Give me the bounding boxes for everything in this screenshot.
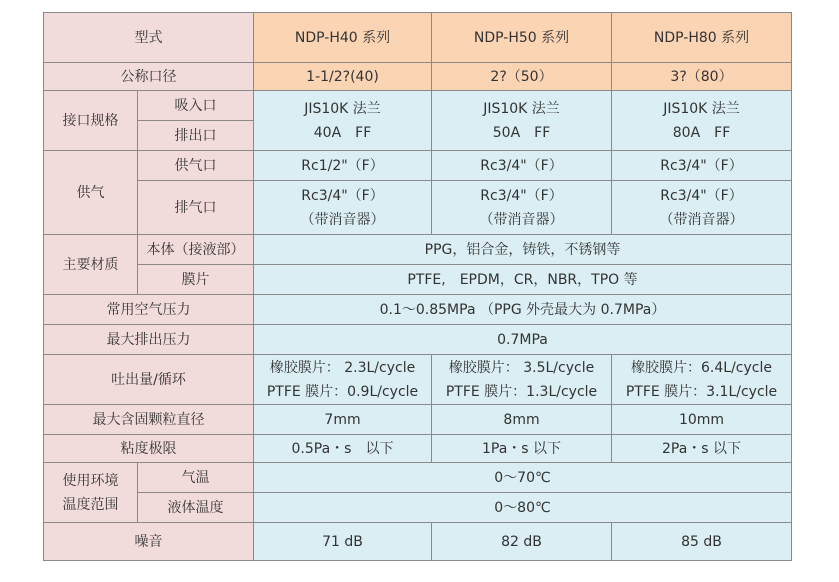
port-spec-label: 接口规格 bbox=[44, 91, 138, 151]
air-temp-value: 0～70℃ bbox=[254, 463, 792, 493]
output-h40 bbox=[254, 355, 432, 405]
output-row bbox=[44, 355, 792, 405]
caliber-row bbox=[44, 63, 792, 91]
noise-h80: 85 dB bbox=[612, 523, 792, 561]
liquid-temp-value: 0～80℃ bbox=[254, 493, 792, 523]
port-standard-h40: JIS10K 法兰 bbox=[304, 100, 381, 117]
header-row bbox=[44, 13, 792, 63]
max-discharge-row bbox=[44, 325, 792, 355]
model-label: 型式 bbox=[44, 13, 254, 63]
exhaust-muffler-h40: （带消音器） bbox=[300, 211, 385, 228]
material-body-value: PPG，铝合金，铸铁，不锈钢等 bbox=[254, 235, 792, 265]
port-size-h80: 80A FF bbox=[672, 124, 731, 141]
output-rubber-h40: 橡胶膜片： 2.3L/cycle bbox=[269, 359, 416, 376]
series-h40: NDP-H40 系列 bbox=[254, 13, 432, 63]
caliber-label: 公称口径 bbox=[44, 63, 254, 91]
port-spec-h40 bbox=[254, 91, 432, 151]
material-membrane-value: PTFE, EPDM，CR，NBR，TPO 等 bbox=[254, 265, 792, 295]
liquid-temp-label: 液体温度 bbox=[138, 493, 254, 523]
max-particle-h80: 10mm bbox=[612, 405, 792, 435]
noise-label: 噪音 bbox=[44, 523, 254, 561]
noise-row bbox=[44, 523, 792, 561]
spec-table bbox=[43, 12, 792, 561]
output-h50 bbox=[432, 355, 612, 405]
exhaust-port-h50 bbox=[432, 181, 612, 235]
supply-port-h40: Rc1/2"（F） bbox=[254, 151, 432, 181]
viscosity-h80: 2Pa・s 以下 bbox=[612, 435, 792, 463]
max-particle-label: 最大含固颗粒直径 bbox=[44, 405, 254, 435]
series-h50: NDP-H50 系列 bbox=[432, 13, 612, 63]
air-temp-label: 气温 bbox=[138, 463, 254, 493]
caliber-h50: 2?（50） bbox=[432, 63, 612, 91]
exhaust-port-label: 排气口 bbox=[138, 181, 254, 235]
max-particle-h40: 7mm bbox=[254, 405, 432, 435]
exhaust-thread-h50: Rc3/4"（F） bbox=[480, 187, 563, 204]
port-size-h50: 50A FF bbox=[492, 124, 551, 141]
noise-h50: 82 dB bbox=[432, 523, 612, 561]
temperature-label bbox=[44, 463, 138, 523]
supply-port-h50: Rc3/4"（F） bbox=[432, 151, 612, 181]
port-inlet-row bbox=[44, 91, 792, 121]
air-pressure-row bbox=[44, 295, 792, 325]
supply-port-label: 供气口 bbox=[138, 151, 254, 181]
series-h80: NDP-H80 系列 bbox=[612, 13, 792, 63]
max-discharge-label: 最大排出压力 bbox=[44, 325, 254, 355]
output-h80 bbox=[612, 355, 792, 405]
output-ptfe-h80: PTFE 膜片：3.1L/cycle bbox=[625, 383, 778, 400]
viscosity-h40: 0.5Pa・s 以下 bbox=[254, 435, 432, 463]
max-particle-row bbox=[44, 405, 792, 435]
port-size-h40: 40A FF bbox=[313, 124, 372, 141]
port-standard-h80: JIS10K 法兰 bbox=[663, 100, 740, 117]
max-particle-h50: 8mm bbox=[432, 405, 612, 435]
port-standard-h50: JIS10K 法兰 bbox=[483, 100, 560, 117]
noise-h40: 71 dB bbox=[254, 523, 432, 561]
material-membrane-row bbox=[44, 265, 792, 295]
supply-port-h80: Rc3/4"（F） bbox=[612, 151, 792, 181]
material-label: 主要材质 bbox=[44, 235, 138, 295]
port-spec-h50 bbox=[432, 91, 612, 151]
temperature-label-line1: 使用环境 bbox=[62, 472, 119, 489]
output-rubber-h50: 橡胶膜片： 3.5L/cycle bbox=[448, 359, 595, 376]
viscosity-h50: 1Pa・s 以下 bbox=[432, 435, 612, 463]
material-membrane-label: 膜片 bbox=[138, 265, 254, 295]
viscosity-row bbox=[44, 435, 792, 463]
temp-air-row bbox=[44, 463, 792, 493]
output-label: 吐出量/循环 bbox=[44, 355, 254, 405]
caliber-h40: 1-1/2?(40) bbox=[254, 63, 432, 91]
port-spec-h80 bbox=[612, 91, 792, 151]
exhaust-thread-h40: Rc3/4"（F） bbox=[301, 187, 384, 204]
viscosity-label: 粘度极限 bbox=[44, 435, 254, 463]
inlet-label: 吸入口 bbox=[138, 91, 254, 121]
exhaust-port-h80 bbox=[612, 181, 792, 235]
output-ptfe-h50: PTFE 膜片：1.3L/cycle bbox=[445, 383, 598, 400]
air-supply-label: 供气 bbox=[44, 151, 138, 235]
exhaust-muffler-h80: （带消音器） bbox=[659, 211, 744, 228]
exhaust-port-h40 bbox=[254, 181, 432, 235]
caliber-h80: 3?（80） bbox=[612, 63, 792, 91]
outlet-label: 排出口 bbox=[138, 121, 254, 151]
material-body-label: 本体（接液部） bbox=[138, 235, 254, 265]
temp-liquid-row bbox=[44, 493, 792, 523]
air-pressure-value: 0.1～0.85MPa （PPG 外壳最大为 0.7MPa） bbox=[254, 295, 792, 325]
exhaust-port-row bbox=[44, 181, 792, 235]
output-rubber-h80: 橡胶膜片：6.4L/cycle bbox=[631, 359, 772, 376]
material-body-row bbox=[44, 235, 792, 265]
output-ptfe-h40: PTFE 膜片：0.9L/cycle bbox=[266, 383, 419, 400]
temperature-label-line2: 温度范围 bbox=[62, 496, 119, 513]
exhaust-thread-h80: Rc3/4"（F） bbox=[660, 187, 743, 204]
air-pressure-label: 常用空气压力 bbox=[44, 295, 254, 325]
supply-port-row bbox=[44, 151, 792, 181]
exhaust-muffler-h50: （带消音器） bbox=[479, 211, 564, 228]
max-discharge-value: 0.7MPa bbox=[254, 325, 792, 355]
